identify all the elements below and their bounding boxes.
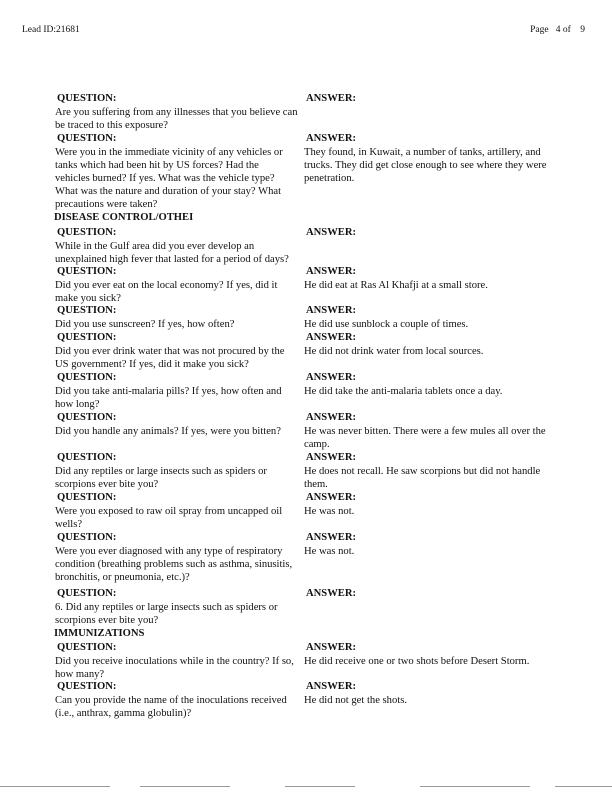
answer-text-line: He did not drink water from local sources. <box>304 346 484 357</box>
page-number: Page 4 of 9 <box>530 25 585 35</box>
answer-label: ANSWER: <box>306 681 357 692</box>
question-text-line: wells? <box>55 519 83 530</box>
question-block <box>55 451 267 491</box>
answer-label: ANSWER: <box>306 532 357 543</box>
section-heading-immunizations: IMMUNIZATIONS <box>54 628 145 639</box>
answer-text-line: He was not. <box>304 546 355 557</box>
question-text-line: What was the nature and duration of your stay? What <box>55 186 282 197</box>
question-text-line: Were you ever diagnosed with any type of respiratory <box>55 546 283 557</box>
question-label: QUESTION: <box>57 227 117 238</box>
question-text-line: be traced to this exposure? <box>55 120 168 131</box>
answer-text-line: camp. <box>304 439 330 450</box>
question-text-line: make you sick? <box>55 293 121 304</box>
answer-block <box>304 331 483 358</box>
question-text-line: Did you receive inoculations while in the country? If so, <box>55 656 294 667</box>
question-text-line: Were you in the immediate vicinity of any vehicles or <box>55 147 283 158</box>
answer-block <box>304 265 488 292</box>
answer-label: ANSWER: <box>306 133 357 144</box>
answer-text-line: penetration. <box>304 173 355 184</box>
answer-block <box>304 304 468 331</box>
question-block <box>55 304 234 331</box>
answer-label: ANSWER: <box>306 305 357 316</box>
question-text-line: scorpions ever bite you? <box>55 615 159 626</box>
answer-label: ANSWER: <box>306 227 357 238</box>
question-label: QUESTION: <box>57 305 117 316</box>
answer-block <box>304 371 502 398</box>
question-block <box>55 371 282 411</box>
question-text-line: Did you handle any animals? If yes, were you bitten? <box>55 426 281 437</box>
question-block <box>55 265 277 305</box>
question-label: QUESTION: <box>57 492 117 503</box>
question-block <box>55 587 278 627</box>
question-label: QUESTION: <box>57 642 117 653</box>
question-block <box>55 680 287 720</box>
answer-text-line: He did not get the shots. <box>304 695 407 706</box>
question-block <box>55 531 292 584</box>
question-text-line: how long? <box>55 399 100 410</box>
question-text-line: 6. Did any reptiles or large insects such as spiders or <box>55 602 278 613</box>
answer-block <box>304 587 356 601</box>
question-text-line: Did you use sunscreen? If yes, how often? <box>55 319 235 330</box>
answer-text-line: They found, in Kuwait, a number of tanks, artillery, and <box>304 147 541 158</box>
answer-label: ANSWER: <box>306 642 357 653</box>
question-label: QUESTION: <box>57 588 117 599</box>
question-text-line: Are you suffering from any illnesses that you believe can <box>55 107 298 118</box>
answer-block <box>304 451 540 491</box>
question-label: QUESTION: <box>57 93 117 104</box>
question-block <box>55 331 284 371</box>
question-label: QUESTION: <box>57 372 117 383</box>
answer-text-line: He did eat at Ras Al Khafji at a small store. <box>304 280 488 291</box>
answer-label: ANSWER: <box>306 588 357 599</box>
answer-block <box>304 531 356 558</box>
question-text-line: (i.e., anthrax, gamma globulin)? <box>55 708 192 719</box>
question-text-line: tanks which had been hit by US forces? Had the <box>55 160 259 171</box>
question-block <box>55 132 283 211</box>
answer-text-line: He was not. <box>304 506 355 517</box>
question-label: QUESTION: <box>57 681 117 692</box>
question-block <box>55 641 294 681</box>
question-label: QUESTION: <box>57 532 117 543</box>
question-text-line: scorpions ever bite you? <box>55 479 159 490</box>
answer-label: ANSWER: <box>306 452 357 463</box>
answer-block <box>304 132 547 185</box>
question-text-line: bronchitis, or pneumonia, etc.)? <box>55 572 190 583</box>
question-label: QUESTION: <box>57 412 117 423</box>
answer-label: ANSWER: <box>306 412 357 423</box>
question-text-line: vehicles burned? If yes. What was the vehicle type? <box>55 173 275 184</box>
answer-block <box>304 411 546 451</box>
question-text-line: Did you take anti-malaria pills? If yes, how often and <box>55 386 282 397</box>
answer-label: ANSWER: <box>306 332 357 343</box>
question-text-line: Were you exposed to raw oil spray from uncapped oil <box>55 506 283 517</box>
question-text-line: how many? <box>55 669 105 680</box>
answer-text-line: trucks. They did get close enough to see where they were <box>304 160 547 171</box>
question-text-line: Did you ever eat on the local economy? If yes, did it <box>55 280 278 291</box>
question-text-line: precautions were taken? <box>55 199 158 210</box>
question-text-line: Did any reptiles or large insects such as spiders or <box>55 466 267 477</box>
answer-label: ANSWER: <box>306 492 357 503</box>
question-block <box>55 491 282 531</box>
question-block <box>55 226 289 266</box>
answer-text-line: He did receive one or two shots before Desert Storm. <box>304 656 530 667</box>
question-text-line: US government? If yes, did it make you sick? <box>55 359 249 370</box>
question-text-line: While in the Gulf area did you ever develop an <box>55 241 255 252</box>
lead-id: Lead ID:21681 <box>22 25 80 35</box>
question-label: QUESTION: <box>57 133 117 144</box>
answer-block <box>304 92 356 106</box>
answer-text-line: He does not recall. He saw scorpions but did not handle <box>304 466 541 477</box>
answer-block <box>304 680 407 707</box>
answer-text-line: He was never bitten. There were a few mules all over the <box>304 426 546 437</box>
section-heading-disease-control: DISEASE CONTROL/OTHEI <box>54 212 194 223</box>
question-block <box>55 411 281 438</box>
answer-text-line: them. <box>304 479 328 490</box>
answer-block <box>304 641 529 668</box>
question-text-line: Can you provide the name of the inoculations received <box>55 695 287 706</box>
answer-text-line: He did use sunblock a couple of times. <box>304 319 469 330</box>
question-label: QUESTION: <box>57 266 117 277</box>
question-text-line: Did you ever drink water that was not procured by the <box>55 346 285 357</box>
question-text-line: condition (breathing problems such as asthma, sinusitis, <box>55 559 293 570</box>
question-block <box>55 92 298 132</box>
answer-block <box>304 491 356 518</box>
answer-label: ANSWER: <box>306 93 357 104</box>
question-label: QUESTION: <box>57 332 117 343</box>
answer-block <box>304 226 356 240</box>
question-text-line: unexplained high fever that lasted for a period of days? <box>55 254 289 265</box>
answer-text-line: He did take the anti-malaria tablets once a day. <box>304 386 503 397</box>
question-label: QUESTION: <box>57 452 117 463</box>
answer-label: ANSWER: <box>306 266 357 277</box>
answer-label: ANSWER: <box>306 372 357 383</box>
